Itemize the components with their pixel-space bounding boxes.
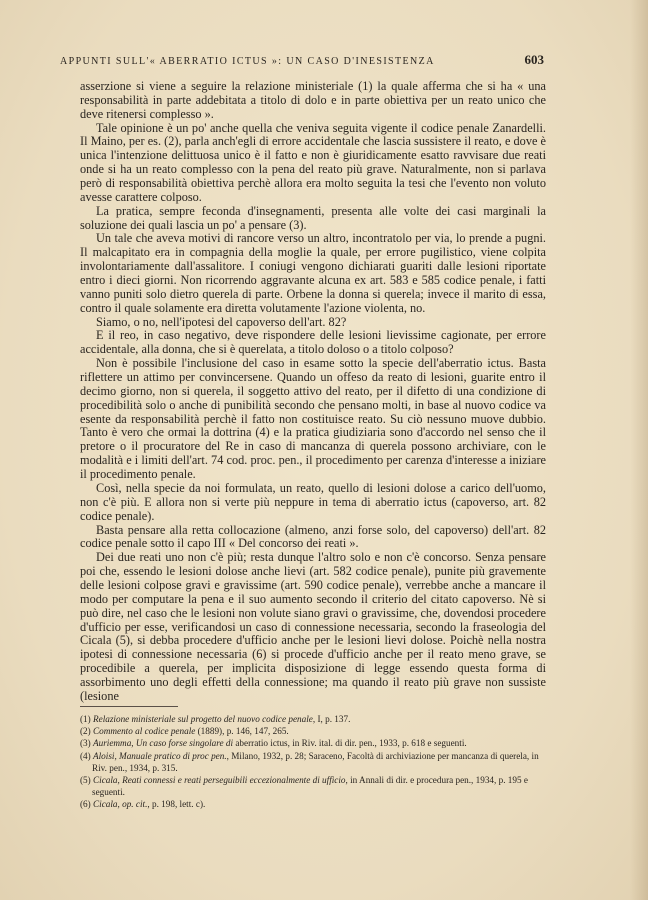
paragraph: Siamo, o no, nell'ipotesi del capoverso dell'art. 82? xyxy=(96,314,347,329)
footnote-divider xyxy=(80,706,178,707)
footnote-number: (4) xyxy=(80,750,91,761)
footnote-details: aberratio ictus, in Riv. ital. di dir. pen., 1933, p. 618 e seguenti. xyxy=(233,738,467,749)
footnote-details: , p. 198, lett. c). xyxy=(147,799,206,810)
running-head: APPUNTI SULL'« ABERRATIO ICTUS »: UN CASO D'INESISTENZA xyxy=(60,56,435,67)
footnote-details: (1889), p. 146, 147, 265. xyxy=(195,726,289,737)
page-number: 603 xyxy=(524,52,544,67)
footnote-number: (5) xyxy=(80,775,91,786)
footnote-citation: Cicala, Reati connessi e reati perseguibili eccezionalmente di ufficio xyxy=(93,775,346,786)
footnote xyxy=(80,750,546,774)
footnote-details: , in Annali di dir. e procedura pen., 1934, p. 195 e seguenti. xyxy=(92,775,528,798)
paragraph: Tale opinione è un po' anche quella che veniva seguita vigente il codice penale Zanardelli. Il Maino, per es. (2), parla anch'egli di errore accidentale che lascia sussistere il reato, e dove è unica l'intenzione delittuosa unico è il fatto e non è giuridicamente esatto ravvisare due reati onde si ha un reato complesso con la pena del reato più grave. Naturalmente, non si parlava però di responsabilità obiettiva perchè allora era molto seguita la tesi che l'evento non voluto avesse carattere colposo. xyxy=(80,120,546,204)
footnote-details: , I, p. 137. xyxy=(312,714,351,724)
paragraph: E il reo, in caso negativo, deve rispondere delle lesioni lievissime cagionate, per errore accidentale, alla donna, che si è querelata, a titolo doloso o a titolo colposo? xyxy=(80,328,546,357)
footnote-citation: Aloisi, Manuale pratico di proc pen. xyxy=(93,750,227,761)
paragraph: Così, nella specie da noi formulata, un reato, quello di lesioni dolose a carico dell'uomo, non c'è più. E allora non si verte più neppure in tema di aberratio ictus (capoverso, art. 82 codice penale). xyxy=(80,480,546,523)
paragraph: Dei due reati uno non c'è più; resta dunque l'altro solo e non c'è concorso. Senza pensare poi che, essendo le lesioni dolose anche lievi (art. 582 codice penale), punite più gravemente delle lesioni colpose gravi e gravissime (art. 590 codice penale), verrebbe anche a mancare il modo per computare la pena e il suo aumento secondo il criterio del citato capoverso. Nè si può dire, nel caso che le lesioni non volute siano gravi o gravissime, che, dovendosi procedere d'ufficio per esse, verificandosi un caso di connessione necessaria, secondo la fraseologia del Cicala (5), si debba procedere d'ufficio anche per le lesioni lievi dolose. Poichè nella nostra ipotesi di connessione necessaria (6) si procede d'ufficio anche per il reato meno grave, se procedibile a querela, per implicita disposizione di legge essendo questa forma di assorbimento uno degli effetti della connessione; ma quando il reato più grave non sussiste (lesione xyxy=(80,550,546,703)
footnote-details: , Milano, 1932, p. 28; Saraceno, Facoltà di archiviazione per mancanza di querela, in Riv. pen., 1934, p. 315. xyxy=(92,750,539,773)
footnote-number: (2) xyxy=(80,726,91,737)
footnote xyxy=(80,737,546,749)
paragraph: La pratica, sempre feconda d'insegnamenti, presenta alle volte dei casi marginali la soluzione dei quali lascia un po' a pensare (3). xyxy=(80,203,546,232)
page-header xyxy=(60,52,544,68)
footnotes xyxy=(80,713,546,811)
footnote-number: (1) xyxy=(80,714,91,724)
footnote-citation: Cicala, op. cit. xyxy=(93,799,148,810)
footnote xyxy=(80,725,546,737)
paragraph: asserzione si viene a seguire la relazione ministeriale (1) la quale afferma che si ha « una responsabilità in parte addebitata a titolo di dolo e in parte obiettiva per un reato unico che deve ritenersi complesso ». xyxy=(80,79,546,121)
footnote xyxy=(80,798,546,810)
footnote-citation: Relazione ministeriale sul progetto del nuovo codice penale xyxy=(93,714,313,724)
page-edge-shadow xyxy=(630,0,648,900)
footnote-citation: Commento al codice penale xyxy=(93,726,196,737)
paragraph: Non è possibile l'inclusione del caso in esame sotto la specie dell'aberratio ictus. Basta riflettere un attimo per convincersene. Quando un offeso da reato di lesioni, guarite entro il decimo giorno, non si querela, il soggetto attivo del reato, per il difetto di una condizione di procedibilità solo o anche di punibilità secondo che pensano molti, in base al nuovo codice va esente da responsabilità perchè il fatto non costituisce reato. Su ciò nessuno muove dubbio. Tanto è vero che ormai la dottrina (4) e la pratica giudiziaria sono d'accordo nel senso che il pretore o il procuratore del Re in caso di mancanza di querela possono archiviare, con le modalità e i limiti dell'art. 74 cod. proc. pen., il procedimento per carenza d'interesse a iniziare il procedimento penale. xyxy=(80,356,546,482)
footnote-citation: Auriemma, Un caso forse singolare di xyxy=(93,738,234,749)
paragraph: Basta pensare alla retta collocazione (almeno, anzi forse solo, del capoverso) dell'art. 82 codice penale sotto il capo III « Del concorso dei reati ». xyxy=(80,522,546,551)
footnote-number: (3) xyxy=(80,738,91,749)
paragraph: Un tale che aveva motivi di rancore verso un altro, incontratolo per via, lo prende a pugni. Il malcapitato era in compagnia della moglie la quale, per errore pugilistico, viene colpita involontariamente dall'assalitore. I coniugi vengono dichiarati guariti dalle lesioni riportate entro i dieci giorni. Non ricorrendo aggravante alcuna ex art. 583 e 585 codice penale, i fatti vanno puniti solo dietro querela di parte. Orbene la donna si querela; invece il marito di essa, contro il quale solamente era diretta volutamente l'azione violenta, no. xyxy=(80,231,546,315)
body-text xyxy=(80,80,546,704)
footnote xyxy=(80,774,546,798)
footnote xyxy=(80,713,546,725)
footnote-number: (6) xyxy=(80,799,91,810)
